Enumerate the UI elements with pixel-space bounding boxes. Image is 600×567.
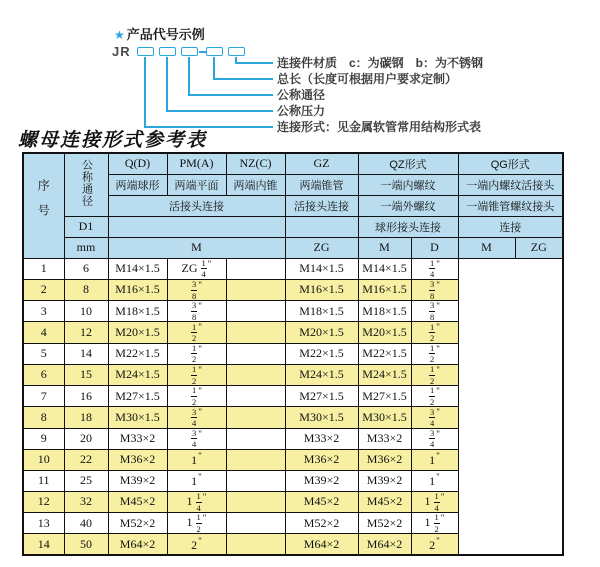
table-row bbox=[23, 449, 563, 470]
nut-connection-table bbox=[22, 152, 564, 556]
cell-qz-d: M52×2 bbox=[285, 513, 358, 534]
cell-m: M39×2 bbox=[108, 470, 167, 491]
code-dash bbox=[199, 51, 206, 53]
cell-qz-d: M18×1.5 bbox=[285, 301, 358, 322]
cell-zg: ZG $\frac{1}{4}$ " bbox=[167, 258, 226, 279]
cell-qg-m: M30×1.5 bbox=[358, 407, 411, 428]
label-material: 连接件材质 c：为碳钢 b：为不锈钢 bbox=[277, 56, 484, 70]
cell-seq: 1 bbox=[23, 258, 64, 279]
fraction-value: $\frac{1}{2}$ bbox=[192, 321, 197, 343]
table-row bbox=[23, 364, 563, 385]
cell-dn: 8 bbox=[64, 279, 108, 300]
cell-qg-m: M24×1.5 bbox=[358, 364, 411, 385]
table-row bbox=[23, 301, 563, 322]
header-pma-desc: 两端平面 bbox=[167, 174, 226, 195]
header-mm: mm bbox=[64, 237, 108, 258]
cell-zg: $\frac{1}{2}$ " bbox=[167, 386, 226, 407]
cell-qg-m: M20×1.5 bbox=[358, 322, 411, 343]
fraction-value: $\frac{3}{8}$ bbox=[430, 279, 435, 301]
fraction-value: $\frac{1}{2}$ bbox=[196, 512, 201, 534]
cell-qz-d: M45×2 bbox=[285, 491, 358, 512]
cell-qz-d: M30×1.5 bbox=[285, 407, 358, 428]
cell-qz-m bbox=[226, 491, 285, 512]
fraction-value: $\frac{1}{2}$ bbox=[430, 385, 435, 407]
cell-seq: 11 bbox=[23, 470, 64, 491]
cell-qz-m bbox=[226, 470, 285, 491]
cell-qz-d: M22×1.5 bbox=[285, 343, 358, 364]
cell-dn: 16 bbox=[64, 386, 108, 407]
cell-dn: 40 bbox=[64, 513, 108, 534]
cell-dn: 15 bbox=[64, 364, 108, 385]
header-gz: GZ bbox=[285, 153, 358, 174]
fraction-value: $\frac{3}{4}$ bbox=[192, 428, 197, 450]
cell-dn: 50 bbox=[64, 534, 108, 555]
cell-qg-m: M36×2 bbox=[358, 449, 411, 470]
leader-hline-3 bbox=[188, 94, 273, 96]
header-pma: PM(A) bbox=[167, 153, 226, 174]
cell-qz-m bbox=[226, 534, 285, 555]
cell-qz-d: M64×2 bbox=[285, 534, 358, 555]
cell-qz-d: M27×1.5 bbox=[285, 386, 358, 407]
cell-qz-m bbox=[226, 279, 285, 300]
cell-qg-m: M52×2 bbox=[358, 513, 411, 534]
header-zg-col: ZG bbox=[285, 237, 358, 258]
label-connection-form: 连接形式：见金属软管常用结构形式表 bbox=[277, 120, 482, 134]
header-qz-desc1: 一端内螺纹 bbox=[358, 174, 458, 195]
cell-m: M33×2 bbox=[108, 428, 167, 449]
cell-m: M24×1.5 bbox=[108, 364, 167, 385]
code-box-2 bbox=[159, 47, 176, 56]
cell-m: M22×1.5 bbox=[108, 343, 167, 364]
leader-vline-2 bbox=[213, 57, 215, 79]
cell-dn: 25 bbox=[64, 470, 108, 491]
table-row bbox=[23, 386, 563, 407]
header-m-span: M bbox=[108, 237, 285, 258]
cell-seq: 7 bbox=[23, 386, 64, 407]
cell-qz-m bbox=[226, 364, 285, 385]
cell-seq: 14 bbox=[23, 534, 64, 555]
header-qg-desc2: 一端锥管螺纹接头 bbox=[458, 195, 563, 216]
cell-qg-zg: $\frac{3}{4}$ " bbox=[411, 428, 458, 449]
cell-qz-m bbox=[226, 407, 285, 428]
cell-seq: 6 bbox=[23, 364, 64, 385]
fraction-value: $\frac{3}{8}$ bbox=[192, 279, 197, 301]
cell-dn: 18 bbox=[64, 407, 108, 428]
label-total-length: 总长（长度可根据用户要求定制） bbox=[277, 72, 458, 86]
cell-qg-m: M18×1.5 bbox=[358, 301, 411, 322]
cell-qz-m bbox=[226, 322, 285, 343]
table-row bbox=[23, 258, 563, 279]
leader-vline-5 bbox=[144, 57, 146, 127]
fraction-value: $\frac{1}{2}$ bbox=[434, 512, 439, 534]
cell-m: M18×1.5 bbox=[108, 301, 167, 322]
cell-qz-d: M36×2 bbox=[285, 449, 358, 470]
cell-qg-zg: $\frac{3}{8}$ " bbox=[411, 301, 458, 322]
cell-qg-zg: 1 $\frac{1}{4}$ " bbox=[411, 491, 458, 512]
code-box-4 bbox=[206, 47, 223, 56]
code-box-5 bbox=[228, 47, 245, 56]
cell-qz-m bbox=[226, 258, 285, 279]
table-row bbox=[23, 491, 563, 512]
cell-qg-zg: 1" bbox=[411, 470, 458, 491]
label-nominal-pressure: 公称压力 bbox=[277, 104, 326, 118]
product-code-heading-text: 产品代号示例 bbox=[126, 27, 205, 42]
cell-dn: 10 bbox=[64, 301, 108, 322]
header-d1: D1 bbox=[64, 216, 108, 237]
table-body bbox=[23, 258, 563, 555]
cell-seq: 3 bbox=[23, 301, 64, 322]
table-row bbox=[23, 513, 563, 534]
header-connect: 连接 bbox=[458, 216, 563, 237]
table-row bbox=[23, 279, 563, 300]
leader-hline-4 bbox=[166, 110, 273, 112]
header-qz-desc2: 一端外螺纹 bbox=[358, 195, 458, 216]
cell-m: M20×1.5 bbox=[108, 322, 167, 343]
cell-seq: 10 bbox=[23, 449, 64, 470]
cell-dn: 14 bbox=[64, 343, 108, 364]
cell-qz-d: M39×2 bbox=[285, 470, 358, 491]
header-qg-zg-col: ZG bbox=[515, 237, 563, 258]
cell-zg: $\frac{3}{4}$ " bbox=[167, 428, 226, 449]
table-row bbox=[23, 343, 563, 364]
cell-qg-m: M16×1.5 bbox=[358, 279, 411, 300]
cell-qz-d: M14×1.5 bbox=[285, 258, 358, 279]
fraction-value: $\frac{3}{4}$ bbox=[430, 406, 435, 428]
fraction-value: $\frac{3}{4}$ bbox=[192, 406, 197, 428]
header-seq: 序号 bbox=[23, 153, 64, 258]
label-nominal-diameter: 公称通径 bbox=[277, 88, 326, 102]
fraction-value: $\frac{1}{4}$ bbox=[201, 258, 206, 280]
header-qd-desc: 两端球形 bbox=[108, 174, 167, 195]
code-box-1 bbox=[137, 47, 154, 56]
table-row bbox=[23, 322, 563, 343]
cell-qg-m: M22×1.5 bbox=[358, 343, 411, 364]
cell-qg-m: M27×1.5 bbox=[358, 386, 411, 407]
leader-hline-1 bbox=[235, 62, 273, 64]
cell-zg: $\frac{1}{2}$ " bbox=[167, 322, 226, 343]
cell-qg-zg: $\frac{1}{2}$ " bbox=[411, 364, 458, 385]
header-gz-desc: 两端锥管 bbox=[285, 174, 358, 195]
cell-qg-zg: 1" bbox=[411, 449, 458, 470]
cell-qg-zg: $\frac{1}{2}$ " bbox=[411, 386, 458, 407]
cell-zg: 1 $\frac{1}{4}$ " bbox=[167, 491, 226, 512]
cell-seq: 4 bbox=[23, 322, 64, 343]
cell-m: M14×1.5 bbox=[108, 258, 167, 279]
cell-zg: 2" bbox=[167, 534, 226, 555]
cell-seq: 5 bbox=[23, 343, 64, 364]
cell-zg: $\frac{3}{8}$ " bbox=[167, 301, 226, 322]
cell-m: M16×1.5 bbox=[108, 279, 167, 300]
cell-qz-m bbox=[226, 343, 285, 364]
cell-zg: $\frac{1}{2}$ " bbox=[167, 343, 226, 364]
cell-seq: 13 bbox=[23, 513, 64, 534]
table-row bbox=[23, 470, 563, 491]
fraction-value: $\frac{1}{2}$ bbox=[192, 385, 197, 407]
cell-qg-zg: $\frac{1}{2}$ " bbox=[411, 322, 458, 343]
cell-seq: 9 bbox=[23, 428, 64, 449]
cell-seq: 8 bbox=[23, 407, 64, 428]
cell-qg-m: M64×2 bbox=[358, 534, 411, 555]
cell-qz-m bbox=[226, 513, 285, 534]
cell-zg: 1" bbox=[167, 470, 226, 491]
cell-zg: $\frac{3}{8}$ " bbox=[167, 279, 226, 300]
table-row bbox=[23, 534, 563, 555]
header-qg-m-col: M bbox=[458, 237, 515, 258]
header-blank-gz bbox=[285, 216, 358, 237]
cell-dn: 6 bbox=[64, 258, 108, 279]
leader-vline-3 bbox=[188, 57, 190, 95]
cell-m: M36×2 bbox=[108, 449, 167, 470]
fraction-value: $\frac{1}{2}$ bbox=[430, 321, 435, 343]
cell-qg-zg: $\frac{1}{2}$ " bbox=[411, 343, 458, 364]
header-qd: Q(D) bbox=[108, 153, 167, 174]
cell-qg-m: M33×2 bbox=[358, 428, 411, 449]
cell-qg-m: M39×2 bbox=[358, 470, 411, 491]
code-box-3 bbox=[181, 47, 198, 56]
cell-qz-d: M20×1.5 bbox=[285, 322, 358, 343]
star-icon: ★ bbox=[114, 28, 125, 42]
cell-dn: 20 bbox=[64, 428, 108, 449]
table-row bbox=[23, 407, 563, 428]
header-qz-form: QZ形式 bbox=[358, 153, 458, 174]
cell-m: M45×2 bbox=[108, 491, 167, 512]
fraction-value: $\frac{3}{8}$ bbox=[192, 300, 197, 322]
header-qg-desc1: 一端内螺纹活接头 bbox=[458, 174, 563, 195]
cell-zg: 1 $\frac{1}{2}$ " bbox=[167, 513, 226, 534]
cell-m: M64×2 bbox=[108, 534, 167, 555]
header-qz-d-col: D bbox=[411, 237, 458, 258]
cell-seq: 12 bbox=[23, 491, 64, 512]
cell-dn: 22 bbox=[64, 449, 108, 470]
header-union-connect: 活接头连接 bbox=[108, 195, 285, 216]
cell-qz-m bbox=[226, 386, 285, 407]
cell-m: M27×1.5 bbox=[108, 386, 167, 407]
header-qg-form: QG形式 bbox=[458, 153, 563, 174]
cell-qz-d: M24×1.5 bbox=[285, 364, 358, 385]
fraction-value: $\frac{1}{2}$ bbox=[430, 364, 435, 386]
fraction-value: $\frac{1}{2}$ bbox=[192, 343, 197, 365]
cell-qz-d: M16×1.5 bbox=[285, 279, 358, 300]
cell-qg-zg: $\frac{1}{4}$ " bbox=[411, 258, 458, 279]
header-dn: 公称通径 bbox=[64, 153, 108, 216]
cell-qz-m bbox=[226, 301, 285, 322]
table-title: 螺母连接形式参考表 bbox=[18, 130, 208, 151]
header-gz-union-connect: 活接头连接 bbox=[285, 195, 358, 216]
cell-seq: 2 bbox=[23, 279, 64, 300]
leader-hline-2 bbox=[213, 78, 273, 80]
cell-m: M52×2 bbox=[108, 513, 167, 534]
fraction-value: $\frac{1}{2}$ bbox=[192, 364, 197, 386]
cell-qg-m: M45×2 bbox=[358, 491, 411, 512]
cell-qg-m: M14×1.5 bbox=[358, 258, 411, 279]
fraction-value: $\frac{3}{4}$ bbox=[430, 428, 435, 450]
cell-qz-d: M33×2 bbox=[285, 428, 358, 449]
table-header bbox=[23, 153, 563, 258]
header-ball-joint-connect: 球形接头连接 bbox=[358, 216, 458, 237]
cell-qg-zg: 1 $\frac{1}{2}$ " bbox=[411, 513, 458, 534]
cell-zg: $\frac{1}{2}$ " bbox=[167, 364, 226, 385]
cell-qg-zg: $\frac{3}{4}$ " bbox=[411, 407, 458, 428]
header-blank-qpmnz bbox=[108, 216, 285, 237]
cell-zg: 1" bbox=[167, 449, 226, 470]
fraction-value: $\frac{1}{4}$ bbox=[430, 258, 435, 280]
fraction-value: $\frac{1}{4}$ bbox=[196, 491, 201, 513]
cell-qg-zg: $\frac{3}{8}$ " bbox=[411, 279, 458, 300]
cell-zg: $\frac{3}{4}$ " bbox=[167, 407, 226, 428]
cell-qz-m bbox=[226, 449, 285, 470]
fraction-value: $\frac{3}{8}$ bbox=[430, 300, 435, 322]
cell-dn: 32 bbox=[64, 491, 108, 512]
cell-qz-m bbox=[226, 428, 285, 449]
table-row bbox=[23, 428, 563, 449]
header-qz-m-col: M bbox=[358, 237, 411, 258]
code-prefix: JR bbox=[112, 44, 131, 59]
cell-dn: 12 bbox=[64, 322, 108, 343]
header-nzc: NZ(C) bbox=[226, 153, 285, 174]
product-code-heading bbox=[114, 24, 205, 43]
cell-qg-zg: 2" bbox=[411, 534, 458, 555]
fraction-value: $\frac{1}{2}$ bbox=[430, 343, 435, 365]
cell-m: M30×1.5 bbox=[108, 407, 167, 428]
header-nzc-desc: 两端内锥 bbox=[226, 174, 285, 195]
fraction-value: $\frac{1}{4}$ bbox=[434, 491, 439, 513]
leader-vline-4 bbox=[166, 57, 168, 111]
